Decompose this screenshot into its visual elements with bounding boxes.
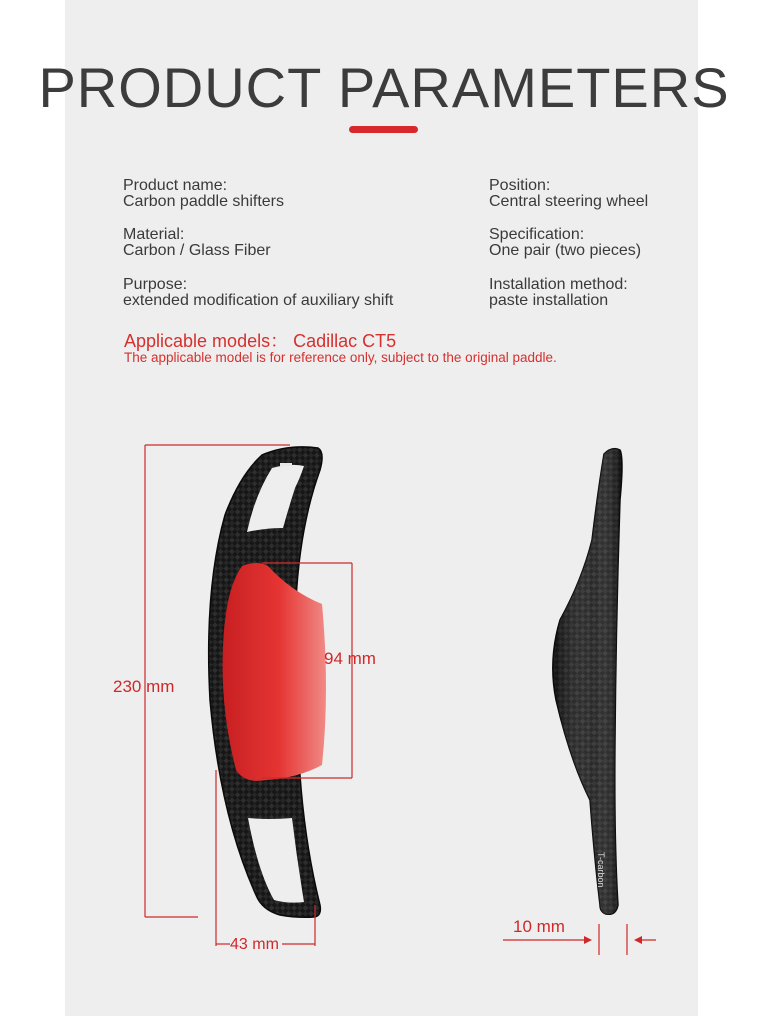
param-value: Carbon / Glass Fiber	[123, 242, 271, 259]
param-value: paste installation	[489, 292, 609, 309]
thickness-arrow-right-head	[634, 936, 642, 944]
param-value: Carbon paddle shifters	[123, 193, 284, 210]
dim-label-pad-height: 94 mm	[324, 649, 376, 668]
param-label: Installation method:	[489, 276, 628, 293]
paddle-side-shading	[553, 449, 622, 915]
paddle-side-view	[553, 449, 622, 915]
side-brand-text: T-carbon	[596, 852, 606, 888]
param-label: Product name:	[123, 177, 228, 194]
paddle-front-view	[209, 447, 326, 917]
param-label: Position:	[489, 177, 551, 194]
param-label: Purpose:	[123, 276, 188, 293]
thickness-arrow-left-head	[584, 936, 592, 944]
paddle-red-pad	[223, 563, 327, 781]
dim-label-thickness: 10 mm	[513, 917, 565, 936]
page-title: PRODUCT PARAMETERS	[38, 56, 730, 119]
dim-label-height: 230 mm	[113, 677, 175, 696]
applicable-note: The applicable model is for reference only, subject to the original paddle.	[124, 350, 557, 365]
param-value: extended modification of auxiliary shift	[123, 292, 394, 309]
param-label: Specification:	[489, 226, 585, 243]
applicable-models: Applicable models： Cadillac CT5	[124, 331, 397, 351]
param-label: Material:	[123, 226, 185, 243]
dim-label-width: 43 mm	[230, 936, 279, 953]
param-value: Central steering wheel	[489, 193, 649, 210]
paddle-marking	[280, 463, 292, 466]
param-value: One pair (two pieces)	[489, 242, 642, 259]
